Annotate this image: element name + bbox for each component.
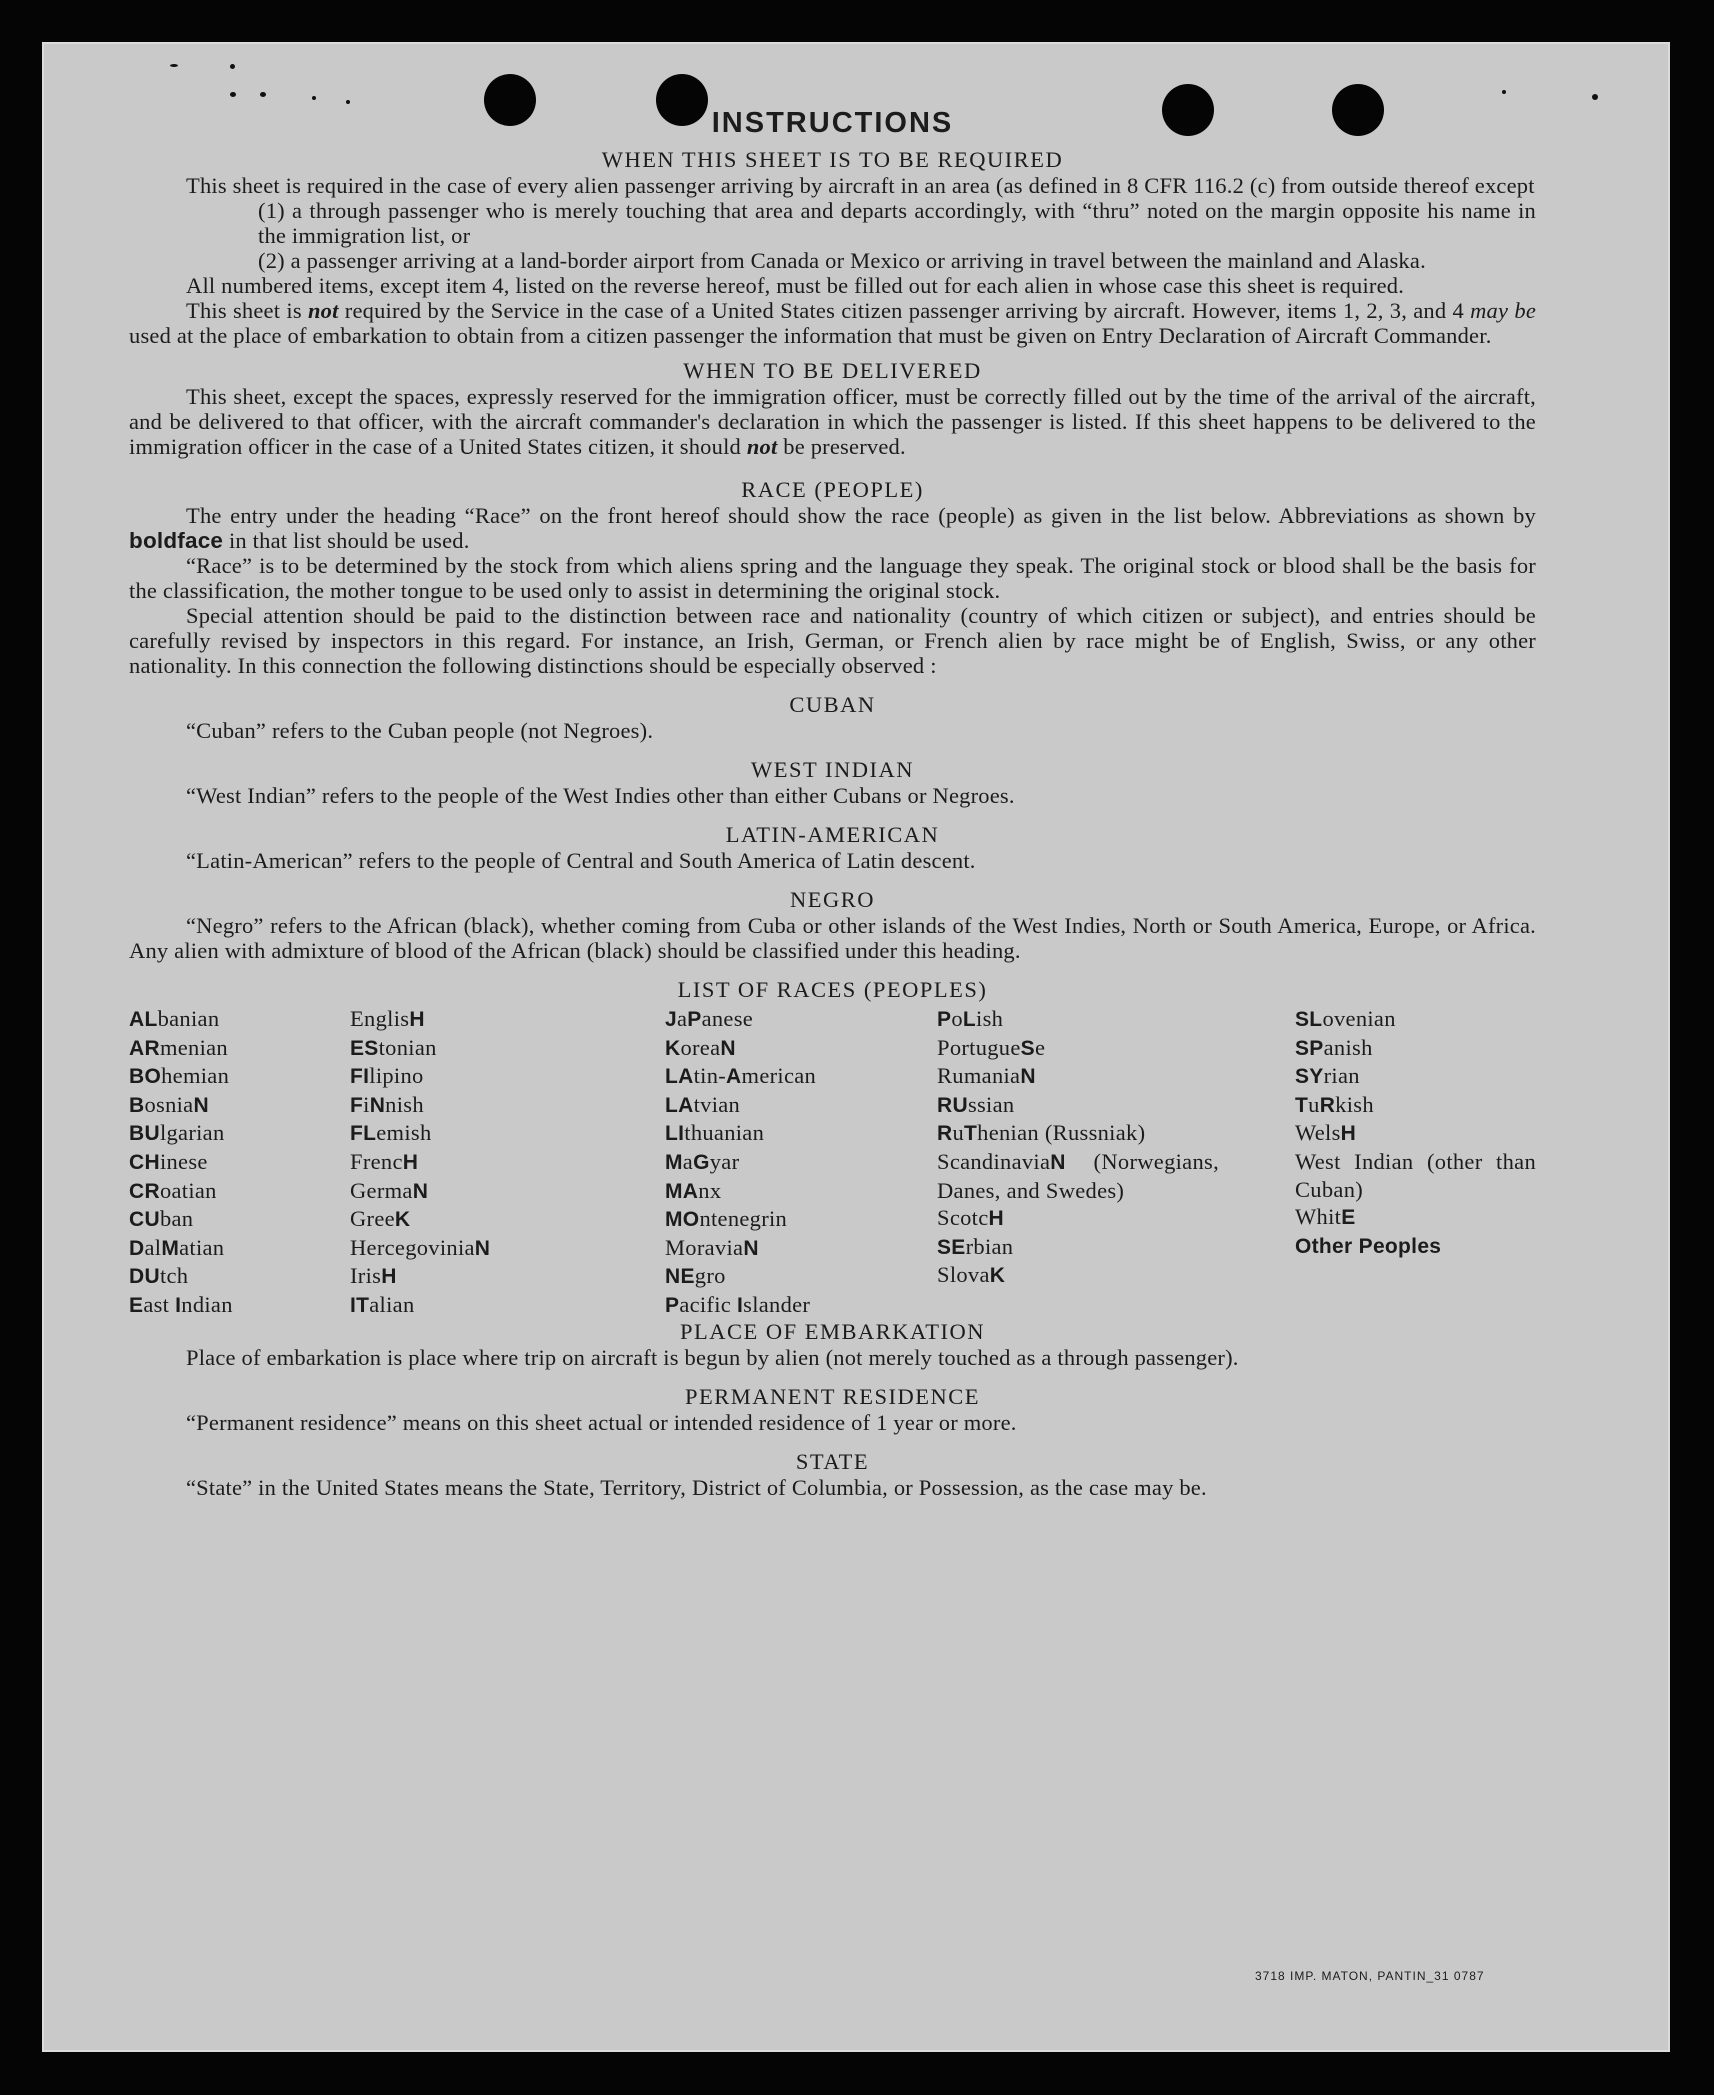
speck [260, 92, 266, 97]
race-entry: TuRkish [1295, 1091, 1374, 1117]
race-entry: SLovenian [1295, 1006, 1396, 1031]
race-entry: ALbanian [129, 1006, 220, 1031]
races-list [129, 1005, 1536, 1317]
heading-delivered: WHEN TO BE DELIVERED [683, 358, 982, 383]
race-entry: IrisH [350, 1263, 397, 1289]
race-entry: West Indian (other than Cuban) [1295, 1148, 1536, 1202]
race-entry: MaGyar [665, 1148, 740, 1174]
races-column [350, 1005, 550, 1320]
race-entry: CHinese [129, 1148, 208, 1174]
race-entry: FLemish [350, 1120, 432, 1146]
heading-permanent-residence: PERMANENT RESIDENCE [685, 1384, 980, 1409]
speck [312, 96, 316, 100]
race-entry: CUban [129, 1206, 194, 1232]
race-entry: WelsH [1295, 1120, 1357, 1146]
race-entry: CRoatian [129, 1177, 217, 1203]
race-entry: East Indian [129, 1291, 233, 1317]
race-entry: WhitE [1295, 1204, 1356, 1230]
exception-item-1: (1) a through passenger who is merely touching that area and departs accordingly, with “thru” noted on the margin opposite his name in the immigration list, or [258, 198, 1536, 248]
paragraph: “Permanent residence” means on this sheet actual or intended residence of 1 year or more. [186, 1410, 1017, 1435]
exception-item-2: (2) a passenger arriving at a land-border airport from Canada or Mexico or arriving in travel between the mainland and Alaska. [258, 248, 1426, 273]
races-column [665, 1005, 885, 1320]
printer-imprint: 3718 IMP. MATON, PANTIN_31 0787 [1255, 1969, 1485, 1983]
speck [346, 100, 350, 104]
races-column [937, 1005, 1219, 1290]
paragraph: The entry under the heading “Race” on the front hereof should show the race (people) as given in the list below. Abbreviations as shown by boldface in that list should be used. [129, 503, 1536, 553]
race-entry: RUssian [937, 1091, 1015, 1117]
paragraph: “Race” is to be determined by the stock from which aliens spring and the language they speak. The original stock or blood shall be the basis for the classification, the mother tongue to be used only to assist in determining the original stock. [129, 553, 1536, 603]
race-entry: BOhemian [129, 1063, 230, 1089]
race-entry: ScotcH [937, 1205, 1004, 1231]
races-column [1295, 1005, 1536, 1260]
race-entry: JaPanese [665, 1006, 754, 1031]
race-entry: MAnx [665, 1177, 722, 1203]
paragraph: Place of embarkation is place where trip on aircraft is begun by alien (not merely touched as a through passenger). [186, 1345, 1239, 1370]
heading-negro: NEGRO [790, 887, 875, 912]
speck [230, 92, 236, 97]
race-entry: ARmenian [129, 1034, 228, 1060]
paragraph: “Negro” refers to the African (black), whether coming from Cuba or other islands of the West Indies, North or South America, Europe, or Africa. Any alien with admixture of blood of the African (black) should be classified under this heading. [129, 913, 1536, 963]
race-entry: Other Peoples [1295, 1234, 1442, 1258]
race-entry: LAtin-American [665, 1063, 817, 1089]
race-entry: RuThenian (Russniak) [937, 1120, 1146, 1146]
speck [230, 64, 235, 69]
race-entry: ITalian [350, 1291, 415, 1317]
race-entry: MOntenegrin [665, 1206, 788, 1232]
paragraph: This sheet is required in the case of every alien passenger arriving by aircraft in an area (as defined in 8 CFR 116.2 (c) from outside thereof except [186, 173, 1535, 198]
race-entry: MoraviaN [665, 1234, 759, 1260]
race-entry: FIlipino [350, 1063, 424, 1089]
paragraph: “State” in the United States means the State, Territory, District of Columbia, or Possession, as the case may be. [186, 1475, 1207, 1500]
heading-embarkation: PLACE OF EMBARKATION [679, 1319, 986, 1344]
race-entry: BUlgarian [129, 1120, 225, 1146]
paragraph: “West Indian” refers to the people of the West Indies other than either Cubans or Negroes. [186, 783, 1015, 808]
heading-west-indian: WEST INDIAN [751, 757, 914, 782]
race-entry: SPanish [1295, 1034, 1373, 1060]
race-entry: RumaniaN [937, 1063, 1036, 1089]
paragraph: Special attention should be paid to the distinction between race and nationality (country of which citizen or subject), and entries should be carefully revised by inspectors in this regard. For instance, an Irish, German, or French alien by race might be of English, Swiss, or any other nationality. In this connection the following distinctions should be especially observed : [129, 603, 1536, 678]
race-entry: Pacific Islander [665, 1291, 811, 1317]
race-entry: FrencH [350, 1148, 419, 1174]
race-entry: DalMatian [129, 1234, 225, 1260]
speck [1502, 90, 1506, 94]
race-entry: KoreaN [665, 1034, 736, 1060]
race-entry: GreeK [350, 1206, 411, 1232]
race-entry: PortugueSe [937, 1034, 1046, 1060]
race-entry: HercegoviniaN [350, 1234, 491, 1260]
race-entry: DUtch [129, 1263, 189, 1289]
paragraph: “Latin-American” refers to the people of Central and South America of Latin descent. [186, 848, 976, 873]
race-entry: FiNnish [350, 1091, 424, 1117]
heading-list-of-races: LIST OF RACES (PEOPLES) [677, 977, 988, 1002]
race-entry: LIthuanian [665, 1120, 765, 1146]
heading-race: RACE (PEOPLE) [741, 477, 924, 502]
race-entry: PoLish [937, 1006, 1004, 1031]
instructions-body [129, 108, 1536, 1500]
heading-state: STATE [795, 1449, 870, 1474]
race-entry: SlovaK [937, 1262, 1006, 1288]
races-column [129, 1005, 329, 1320]
race-entry: ScandinaviaN (Norwegians, Danes, and Swedes) [937, 1148, 1219, 1203]
heading-cuban: CUBAN [789, 692, 876, 717]
heading-latin-american: LATIN-AMERICAN [725, 822, 940, 847]
race-entry: NEgro [665, 1263, 726, 1289]
race-entry: SYrian [1295, 1063, 1360, 1089]
race-entry: EStonian [350, 1034, 437, 1060]
paragraph: “Cuban” refers to the Cuban people (not Negroes). [186, 718, 654, 743]
page-title: INSTRUCTIONS [711, 107, 954, 139]
race-entry: GermaN [350, 1177, 429, 1203]
race-entry: BosniaN [129, 1091, 209, 1117]
heading-required: WHEN THIS SHEET IS TO BE REQUIRED [601, 147, 1064, 172]
speck [1592, 94, 1598, 100]
paragraph: This sheet, except the spaces, expressly reserved for the immigration officer, must be correctly filled out by the time of the arrival of the aircraft, and be delivered to that officer, with the aircraft commander's declaration in which the passenger is listed. If this sheet happens to be delivered to the immigration officer in the case of a United States citizen, it should not be preserved. [129, 384, 1536, 459]
race-entry: SErbian [937, 1233, 1014, 1259]
race-entry: EnglisH [350, 1006, 425, 1031]
race-entry: LAtvian [665, 1091, 741, 1117]
paragraph: All numbered items, except item 4, listed on the reverse hereof, must be filled out for each alien in whose case this sheet is required. [186, 273, 1405, 298]
paragraph: This sheet is not required by the Service in the case of a United States citizen passenger arriving by aircraft. However, items 1, 2, 3, and 4 may be used at the place of embarkation to obtain from a citizen passenger the information that must be given on Entry Declaration of Aircraft Commander. [129, 298, 1536, 348]
speck [170, 64, 178, 67]
